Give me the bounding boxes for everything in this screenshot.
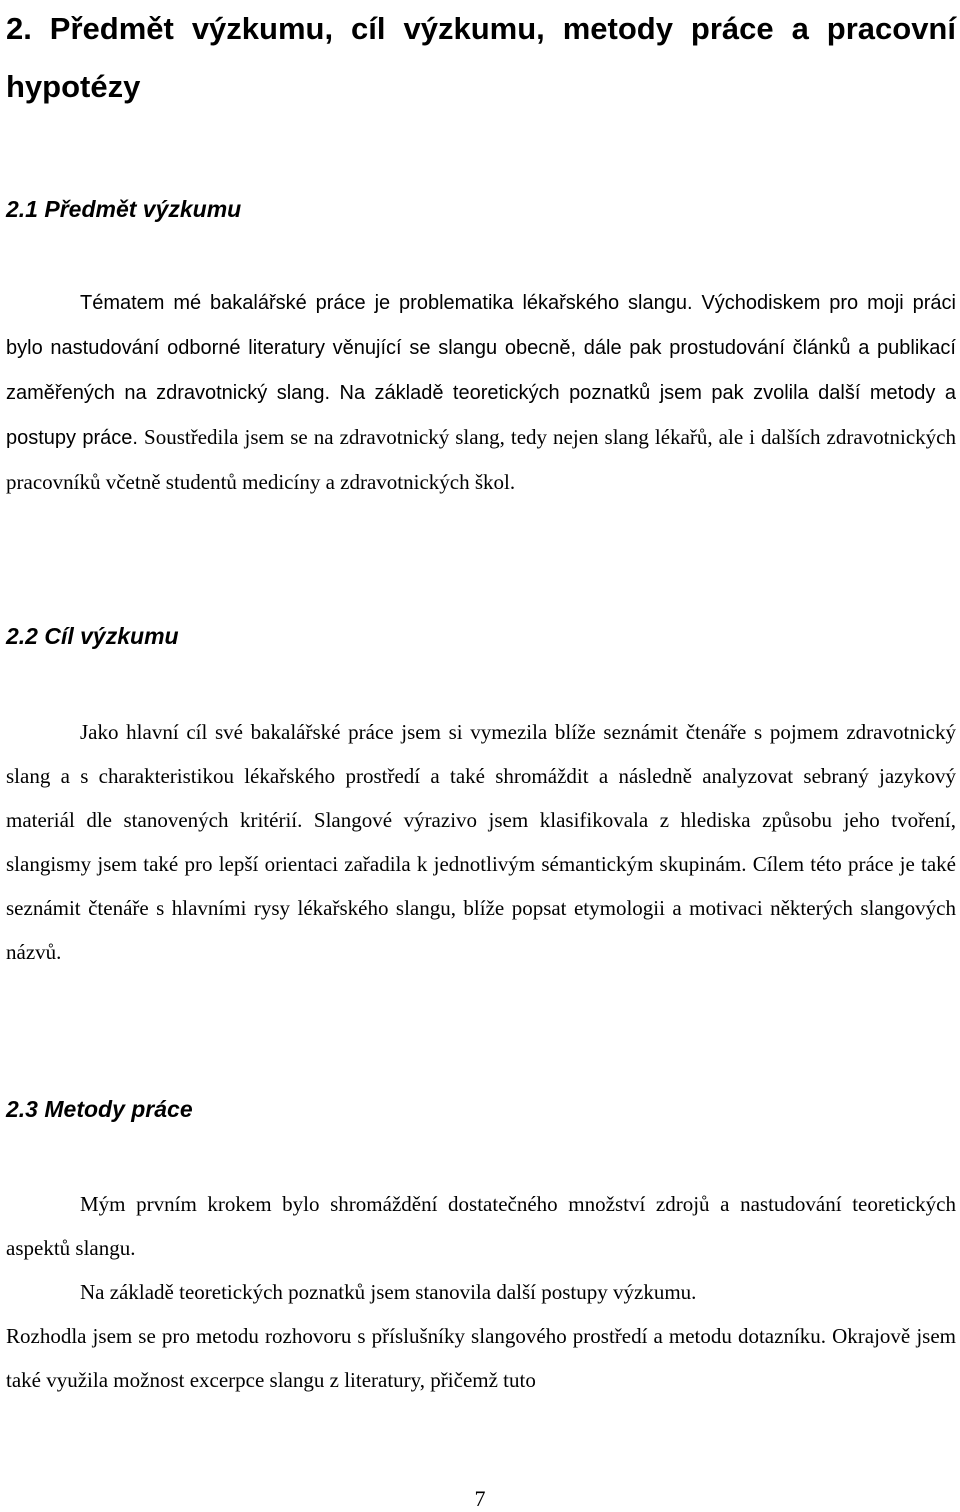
section-heading-2-1: 2.1 Předmět výzkumu (6, 196, 242, 222)
paragraph-sans-run: Tématem mé bakalářské práce je problematika lékařského slangu. Východiskem pro moji práci bylo nastudování odborné literatury věnující se slangu obecně, dále pak prostudování článků a publikací zaměřených na zdravotnický slang. Na základě teoretických poznatků jsem pak zvolila další metody a postupy práce. (6, 292, 956, 449)
section-2-3-paragraph-2: Na základě teoretických poznatků jsem stanovila další postupy výzkumu. (80, 1280, 697, 1304)
chapter-title: 2. Předmět výzkumu, cíl výzkumu, metody práce a pracovní hypotézy (6, 11, 956, 104)
document-page (6, 0, 956, 1392)
paragraph-serif-run: Soustředila jsem se na zdravotnický slang, tedy nejen slang lékařů, ale i dalších zdravotnických pracovníků včetně studentů medicíny a zdravotnických škol. (6, 425, 956, 494)
section-heading-2-3: 2.3 Metody práce (6, 1096, 193, 1122)
section-2-1-paragraph (6, 280, 956, 504)
section-heading-2-2: 2.2 Cíl výzkumu (6, 623, 179, 649)
page-number: 7 (474, 1486, 486, 1511)
section-2-3-paragraph-3: Rozhodla jsem se pro metodu rozhovoru s příslušníky slangového prostředí a metodu dotazníku. Okrajově jsem také využila možnost excerpce slangu z literatury, přičemž tuto (6, 1324, 956, 1392)
section-2-2-paragraph: Jako hlavní cíl své bakalářské práce jsem si vymezila blíže seznámit čtenáře s pojmem zdravotnický slang a s charakteristikou lékařského prostředí a také shromáždit a následně analyzovat sebraný jazykový materiál dle stanovených kritérií. Slangové výrazivo jsem klasifikovala z hlediska způsobu jeho tvoření, slangismy jsem také pro lepší orientaci zařadila k jednotlivým sémantickým skupinám. Cílem této práce je také seznámit čtenáře s hlavními rysy lékařského slangu, blíže popsat etymologii a motivaci některých slangových názvů. (6, 720, 956, 964)
section-2-3-paragraph-1: Mým prvním krokem bylo shromáždění dostatečného množství zdrojů a nastudování teoretických aspektů slangu. (6, 1192, 956, 1260)
